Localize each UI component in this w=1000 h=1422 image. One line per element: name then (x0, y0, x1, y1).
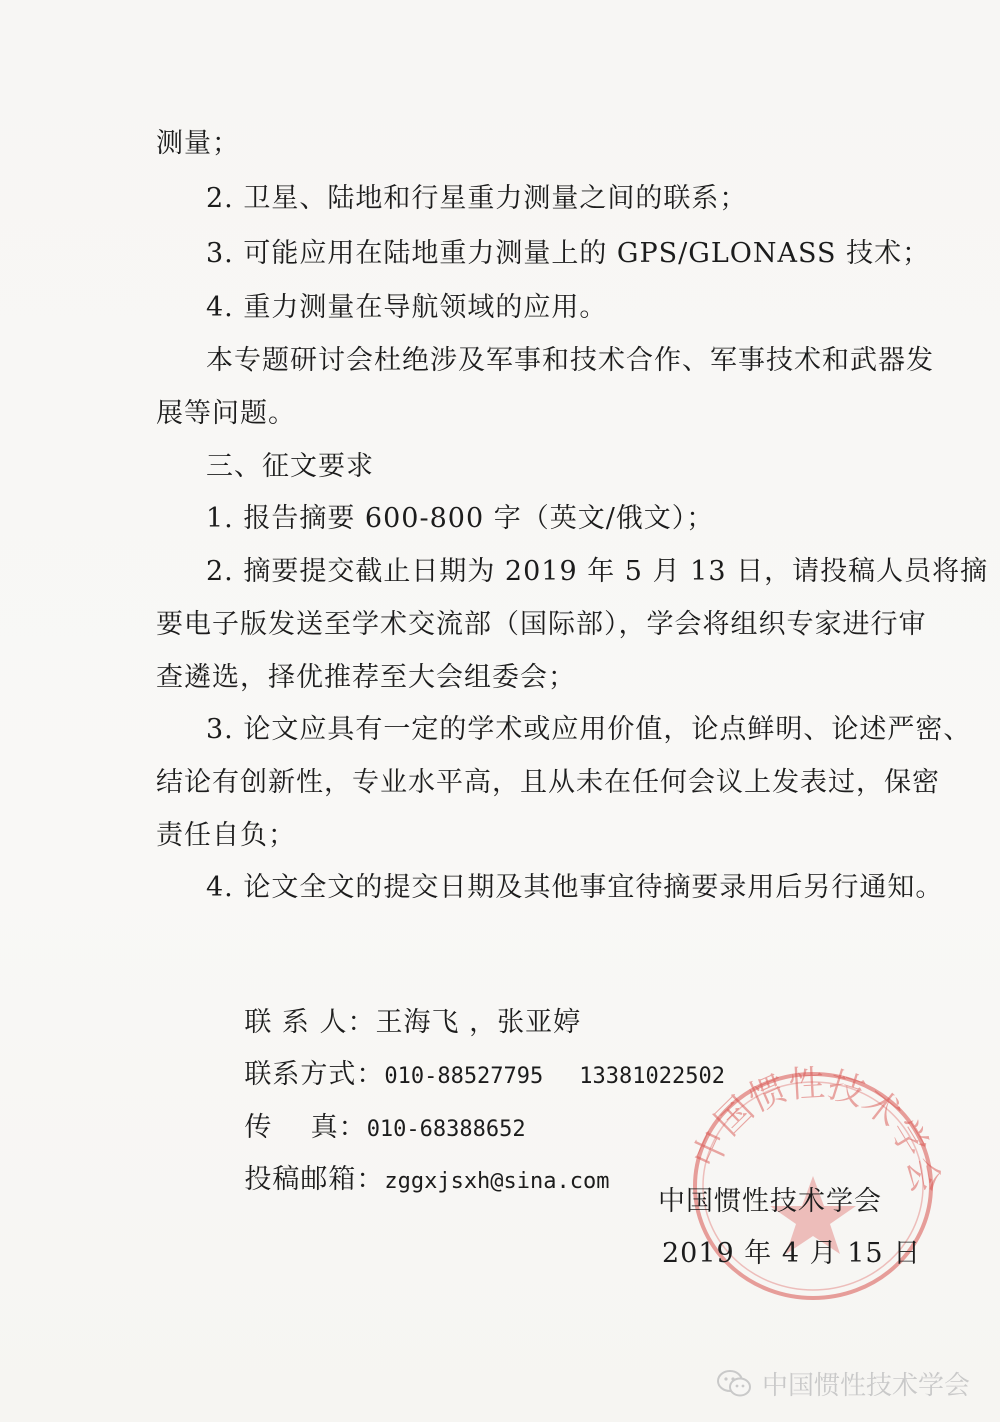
wechat-icon (716, 1369, 752, 1399)
contact-fax-value: 010-68388652 (366, 1117, 526, 1142)
body-line-6: 展等问题。 (156, 398, 296, 429)
contact-person-label: 联 系 人： (244, 1007, 376, 1038)
body-line-1: 测量； (156, 128, 240, 159)
contact-email-value: zggxjsxh@sina.com (384, 1169, 610, 1194)
section-heading: 三、征文要求 (206, 451, 374, 482)
contact-email-label: 投稿邮箱： (244, 1164, 385, 1195)
contact-phone-value-2: 13381022502 (579, 1064, 725, 1089)
body-line-3: 3. 可能应用在陆地重力测量上的 GPS/GLONASS 技术； (206, 238, 931, 269)
body-line-12: 3. 论文应具有一定的学术或应用价值，论点鲜明、论述严密、 (206, 714, 972, 745)
body-line-13: 结论有创新性，专业水平高，且从未在任何会议上发表过，保密 (156, 767, 940, 798)
body-line-9: 2. 摘要提交截止日期为 2019 年 5 月 13 日，请投稿人员将摘 (206, 556, 989, 587)
body-line-14: 责任自负； (156, 820, 296, 851)
watermark-text: 中国惯性技术学会 (761, 1371, 970, 1401)
body-line-15: 4. 论文全文的提交日期及其他事宜待摘要录用后另行通知。 (206, 872, 944, 903)
contact-fax-label: 传 真： (244, 1112, 367, 1143)
body-line-2: 2. 卫星、陆地和行星重力测量之间的联系； (206, 183, 748, 214)
body-line-4: 4. 重力测量在导航领域的应用。 (206, 292, 608, 323)
contact-email-row (206, 1132, 610, 1230)
body-line-10: 要电子版发送至学术交流部（国际部），学会将组织专家进行审 (156, 609, 927, 640)
signature-date: 2019 年 4 月 15 日 (662, 1238, 922, 1269)
contact-phone-value-1: 010-88527795 (384, 1064, 544, 1089)
svg-text:中国惯性技术学会 (686, 1063, 947, 1197)
body-line-5: 本专题研讨会杜绝涉及军事和技术合作、军事技术和武器发 (206, 345, 934, 376)
seal-text: 中国惯性技术学会 (685, 1063, 947, 1197)
signature-organization: 中国惯性技术学会 (658, 1186, 882, 1217)
wechat-watermark (716, 1365, 970, 1402)
contact-phone-label: 联系方式： (244, 1059, 385, 1090)
body-line-11: 查遴选，择优推荐至大会组委会； (156, 662, 576, 693)
body-line-8: 1. 报告摘要 600-800 字（英文/俄文）； (206, 503, 715, 534)
contact-person-value: 王海飞 ，张亚婷 (375, 1007, 582, 1038)
